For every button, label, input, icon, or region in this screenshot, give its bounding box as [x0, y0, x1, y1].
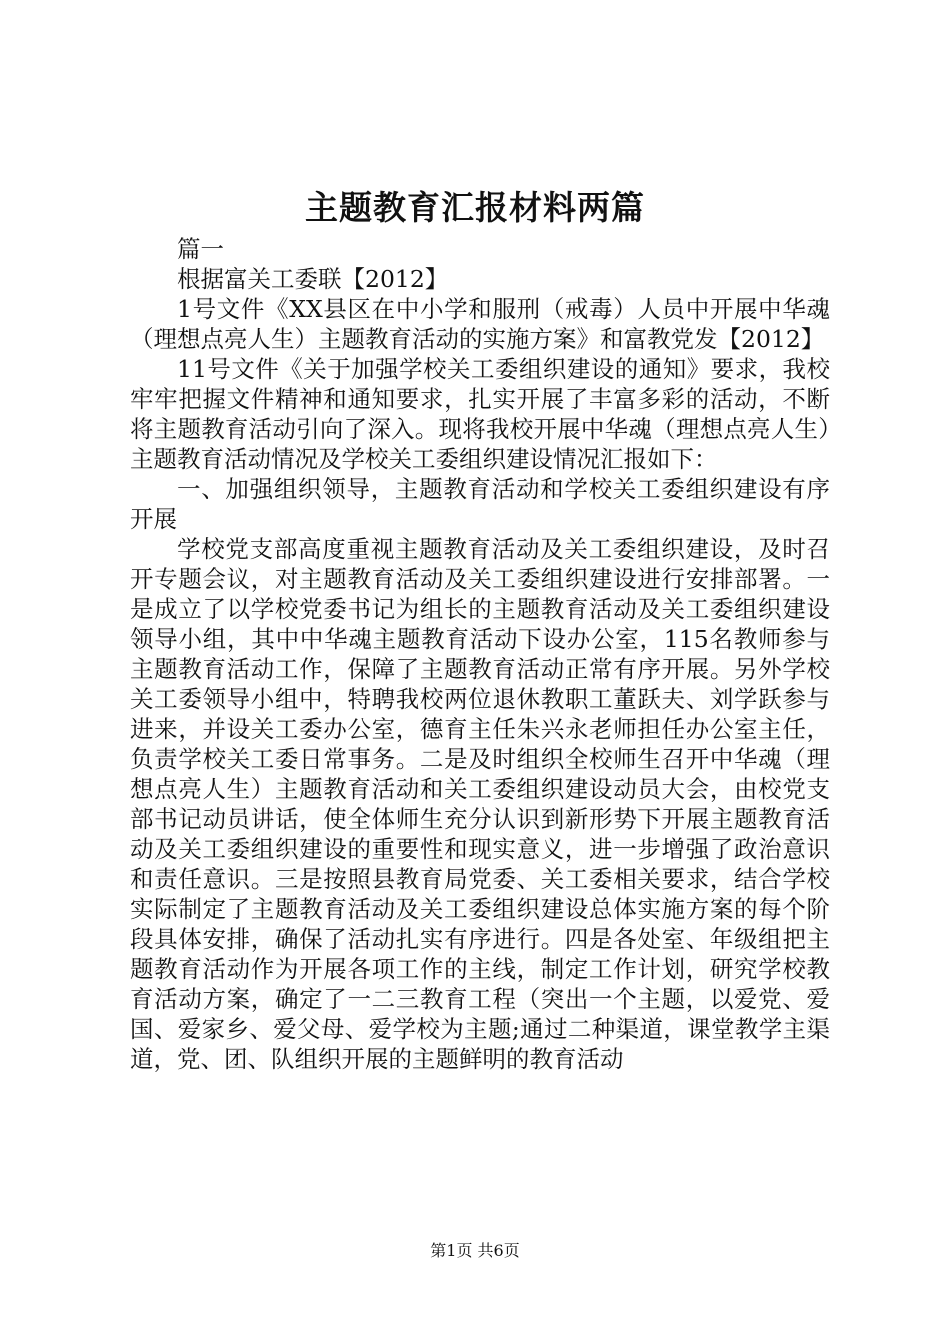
section-heading-1: 一、加强组织领导，主题教育活动和学校关工委组织建设有序开展	[130, 475, 830, 533]
paragraph-reference-2: 1号文件《XX县区在中小学和服刑（戒毒）人员中开展中华魂（理想点亮人生）主题教育活动的实施方案》和富教党发【2012】	[130, 295, 830, 353]
paragraph-organization: 学校党支部高度重视主题教育活动及关工委组织建设，及时召开专题会议，对主题教育活动及关工委组织建设进行安排部署。一是成立了以学校党委书记为组长的主题教育活动及关工委组织建设领导小组，其中中华魂主题教育活动下设办公室，115名教师参与主题教育活动工作，保障了主题教育活动正常有序开展。另外学校关工委领导小组中，特聘我校两位退休教职工董跃夫、刘学跃参与进来，并设关工委办公室，德育主任朱兴永老师担任办公室主任，负责学校关工委日常事务。二是及时组织全校师生召开中华魂（理想点亮人生）主题教育活动和关工委组织建设动员大会，由校党支部书记动员讲话，使全体师生充分认识到新形势下开展主题教育活动及关工委组织建设的重要性和现实意义，进一步增强了政治意识和责任意识。三是按照县教育局党委、关工委相关要求，结合学校实际制定了主题教育活动及关工委组织建设总体实施方案的每个阶段具体安排，确保了活动扎实有序进行。四是各处室、年级组把主题教育活动作为开展各项工作的主线，制定工作计划，研究学校教育活动方案，确定了一二三教育工程（突出一个主题，以爱党、爱国、爱家乡、爱父母、爱学校为主题;通过二种渠道，课堂教学主渠道，党、团、队组织开展的主题鲜明的教育活动	[130, 535, 830, 1073]
paragraph-reference-1: 根据富关工委联【2012】	[177, 265, 449, 293]
document-body	[130, 234, 830, 1074]
section-heading-part-one: 篇一	[177, 235, 224, 263]
document-title: 主题教育汇报材料两篇	[305, 188, 645, 227]
page-footer: 第1页 共6页	[430, 1241, 520, 1260]
paragraph-introduction: 11号文件《关于加强学校关工委组织建设的通知》要求，我校牢牢把握文件精神和通知要求，扎实开展了丰富多彩的活动，不断将主题教育活动引向了深入。现将我校开展中华魂（理想点亮人生）主题教育活动情况及学校关工委组织建设情况汇报如下：	[130, 355, 830, 473]
